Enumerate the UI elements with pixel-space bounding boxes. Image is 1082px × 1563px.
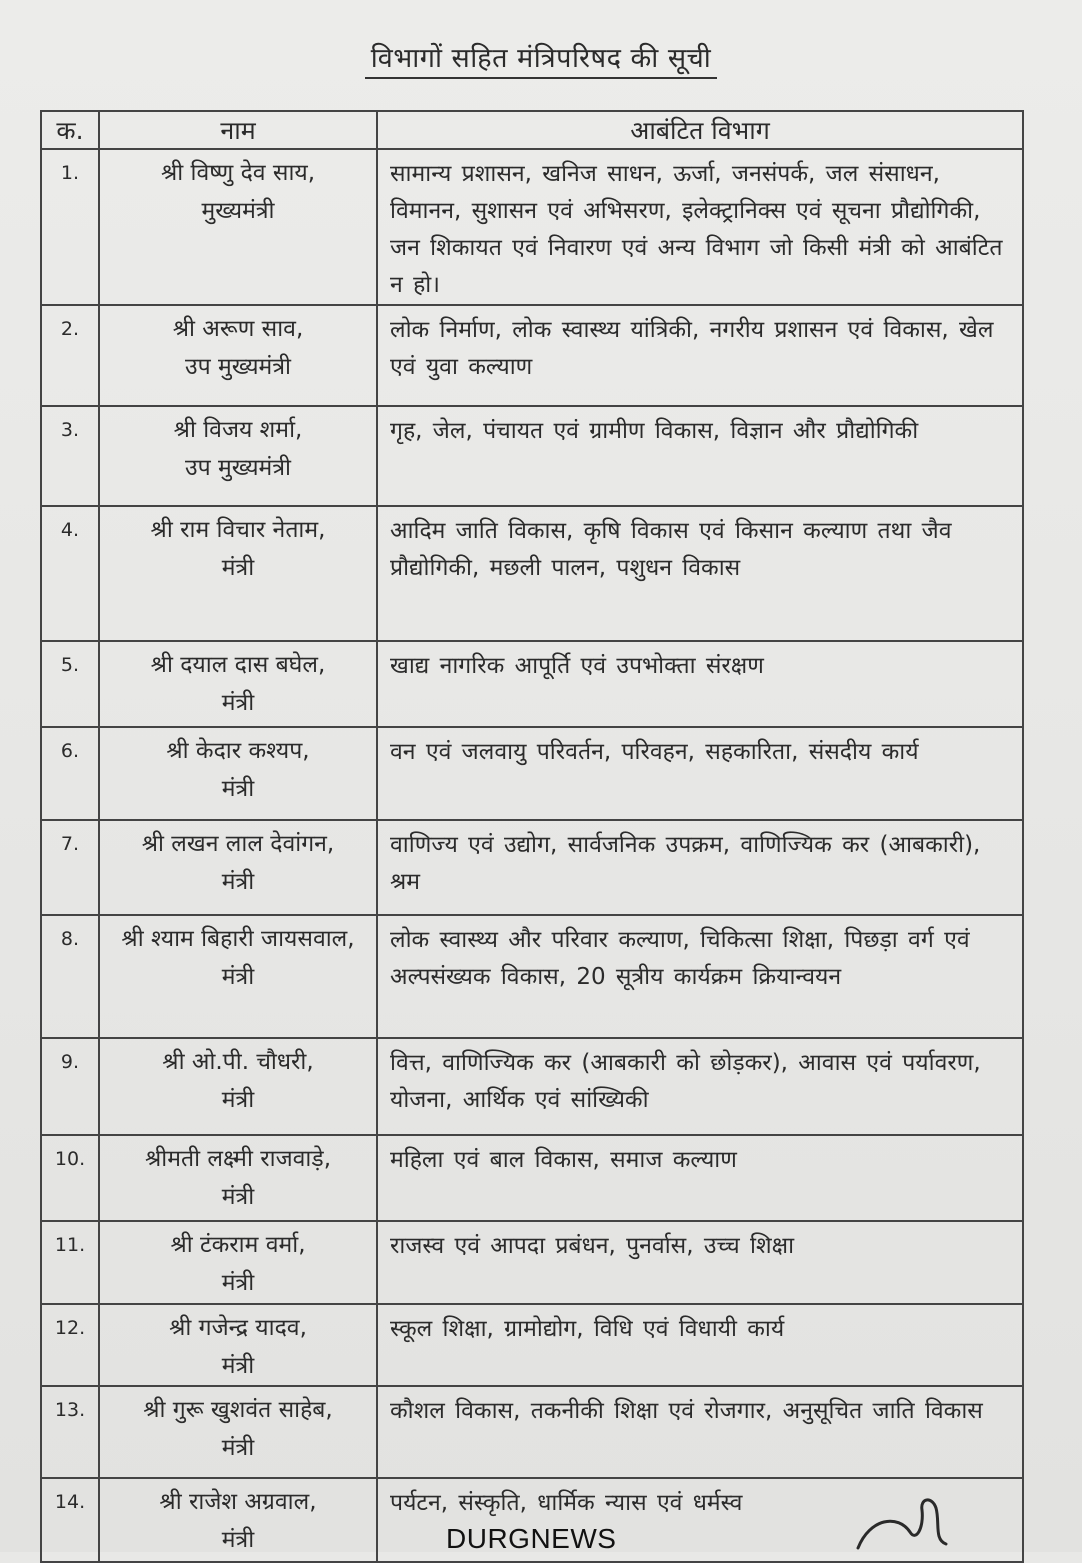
signature-mark xyxy=(850,1488,970,1552)
table-row xyxy=(41,506,1023,641)
table-row xyxy=(41,406,1023,506)
departments: पर्यटन, संस्कृति, धार्मिक न्यास एवं धर्मस्व xyxy=(377,1478,1023,1562)
departments: वन एवं जलवायु परिवर्तन, परिवहन, सहकारिता, संसदीय कार्य xyxy=(377,727,1023,820)
minister-designation: मंत्री xyxy=(221,690,255,716)
document-title-text: विभागों सहित मंत्रिपरिषद की सूची xyxy=(365,43,717,79)
serial-number: 7. xyxy=(41,820,99,915)
table-row xyxy=(41,727,1023,820)
serial-number: 9. xyxy=(41,1038,99,1135)
council-table xyxy=(40,110,1024,1563)
serial-number: 3. xyxy=(41,406,99,506)
minister-name: श्री लखन लाल देवांगन, xyxy=(141,831,335,857)
serial-number: 14. xyxy=(41,1478,99,1562)
departments: वाणिज्य एवं उद्योग, सार्वजनिक उपक्रम, वाणिज्यिक कर (आबकारी), श्रम xyxy=(377,820,1023,915)
minister-designation: मंत्री xyxy=(221,1184,255,1210)
minister-cell xyxy=(99,1386,377,1478)
serial-number: 6. xyxy=(41,727,99,820)
minister-designation: मंत्री xyxy=(221,1087,255,1113)
minister-cell xyxy=(99,727,377,820)
minister-name: श्री राम विचार नेताम, xyxy=(150,517,326,543)
minister-designation: मुख्यमंत्री xyxy=(201,198,275,224)
serial-number: 12. xyxy=(41,1304,99,1386)
minister-cell xyxy=(99,506,377,641)
minister-cell xyxy=(99,915,377,1038)
serial-number: 5. xyxy=(41,641,99,727)
minister-designation: मंत्री xyxy=(221,1270,255,1296)
minister-cell xyxy=(99,1135,377,1221)
minister-cell xyxy=(99,1038,377,1135)
departments: लोक स्वास्थ्य और परिवार कल्याण, चिकित्सा शिक्षा, पिछड़ा वर्ग एवं अल्पसंख्यक विकास, 20 सूत्रीय कार्यक्रम क्रियान्वयन xyxy=(377,915,1023,1038)
table-row xyxy=(41,1386,1023,1478)
minister-name: श्री गुरू खुशवंत साहेब, xyxy=(143,1397,333,1423)
serial-number: 10. xyxy=(41,1135,99,1221)
minister-name: श्री श्याम बिहारी जायसवाल, xyxy=(121,926,355,952)
minister-cell xyxy=(99,305,377,406)
header-departments: आबंटित विभाग xyxy=(377,111,1023,149)
minister-name: श्रीमती लक्ष्मी राजवाड़े, xyxy=(144,1146,331,1172)
departments: खाद्य नागरिक आपूर्ति एवं उपभोक्ता संरक्षण xyxy=(377,641,1023,727)
departments: गृह, जेल, पंचायत एवं ग्रामीण विकास, विज्ञान और प्रौद्योगिकी xyxy=(377,406,1023,506)
minister-cell xyxy=(99,1304,377,1386)
minister-designation: मंत्री xyxy=(221,964,255,990)
table-row xyxy=(41,915,1023,1038)
table-row xyxy=(41,1221,1023,1304)
minister-name: श्री विष्णु देव साय, xyxy=(160,160,316,186)
minister-name: श्री अरूण साव, xyxy=(172,316,304,342)
serial-number: 13. xyxy=(41,1386,99,1478)
table-row xyxy=(41,641,1023,727)
minister-name: श्री गजेन्द्र यादव, xyxy=(169,1315,307,1341)
serial-number: 1. xyxy=(41,149,99,305)
minister-designation: मंत्री xyxy=(221,1353,255,1379)
watermark-text: DURGNEWS xyxy=(446,1523,617,1554)
table-row xyxy=(41,820,1023,915)
departments: स्कूल शिक्षा, ग्रामोद्योग, विधि एवं विधायी कार्य xyxy=(377,1304,1023,1386)
minister-name: श्री विजय शर्मा, xyxy=(173,417,303,443)
minister-cell xyxy=(99,1221,377,1304)
header-serial: क. xyxy=(41,111,99,149)
minister-cell xyxy=(99,1478,377,1562)
table-row xyxy=(41,1135,1023,1221)
minister-name: श्री टंकराम वर्मा, xyxy=(170,1232,306,1258)
departments: कौशल विकास, तकनीकी शिक्षा एवं रोजगार, अनुसूचित जाति विकास xyxy=(377,1386,1023,1478)
serial-number: 4. xyxy=(41,506,99,641)
minister-designation: उप मुख्यमंत्री xyxy=(185,354,291,380)
table-row xyxy=(41,149,1023,305)
minister-designation: मंत्री xyxy=(221,776,255,802)
minister-designation: मंत्री xyxy=(221,1435,255,1461)
minister-designation: मंत्री xyxy=(221,1527,255,1553)
header-name: नाम xyxy=(99,111,377,149)
minister-name: श्री दयाल दास बघेल, xyxy=(150,652,326,678)
serial-number: 11. xyxy=(41,1221,99,1304)
minister-name: श्री ओ.पी. चौधरी, xyxy=(162,1049,314,1075)
departments: आदिम जाति विकास, कृषि विकास एवं किसान कल्याण तथा जैव प्रौद्योगिकी, मछली पालन, पशुधन विकास xyxy=(377,506,1023,641)
minister-designation: मंत्री xyxy=(221,555,255,581)
minister-cell xyxy=(99,641,377,727)
table-row xyxy=(41,1304,1023,1386)
table-header-row xyxy=(41,111,1023,149)
table-row xyxy=(41,1038,1023,1135)
minister-designation: मंत्री xyxy=(221,869,255,895)
minister-designation: उप मुख्यमंत्री xyxy=(185,455,291,481)
minister-cell xyxy=(99,820,377,915)
minister-cell xyxy=(99,149,377,305)
departments: राजस्व एवं आपदा प्रबंधन, पुनर्वास, उच्च शिक्षा xyxy=(377,1221,1023,1304)
document-title xyxy=(0,38,1082,75)
table-body xyxy=(41,149,1023,1562)
serial-number: 8. xyxy=(41,915,99,1038)
departments: महिला एवं बाल विकास, समाज कल्याण xyxy=(377,1135,1023,1221)
table-row xyxy=(41,305,1023,406)
minister-cell xyxy=(99,406,377,506)
departments: लोक निर्माण, लोक स्वास्थ्य यांत्रिकी, नगरीय प्रशासन एवं विकास, खेल एवं युवा कल्याण xyxy=(377,305,1023,406)
serial-number: 2. xyxy=(41,305,99,406)
minister-name: श्री राजेश अग्रवाल, xyxy=(159,1489,317,1515)
departments: सामान्य प्रशासन, खनिज साधन, ऊर्जा, जनसंपर्क, जल संसाधन, विमानन, सुशासन एवं अभिसरण, इलेक्ट्रानिक्स एवं सूचना प्रौद्योगिकी, जन शिकायत एवं निवारण एवं अन्य विभाग जो किसी मंत्री को आबंटित न हो। xyxy=(377,149,1023,305)
departments: वित्त, वाणिज्यिक कर (आबकारी को छोड़कर), आवास एवं पर्यावरण, योजना, आर्थिक एवं सांख्यिकी xyxy=(377,1038,1023,1135)
minister-name: श्री केदार कश्यप, xyxy=(166,738,310,764)
